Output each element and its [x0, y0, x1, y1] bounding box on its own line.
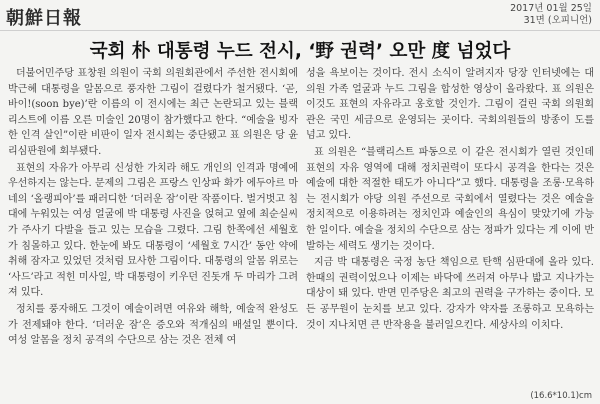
article-column-right — [306, 66, 594, 333]
article-paragraph: 더불어민주당 표창원 의원이 국회 의원회관에서 주선한 전시회에 박근혜 대통령을 알몸으로 풍자한 그림이 걸렸다가 철거됐다. ‘곧, 바이!(soon bye)’란 이름의 이 전시에는 최근 논란되고 있는 블랙리스트에 이름 오른 미술인 20명이 참가했다고 한다. “예술을 빙자한 인격 살인”이란 비판이 일자 전시회는 중단됐고 표 의원은 당 윤리심판원에 회부됐다. — [8, 68, 298, 157]
editorial-headline: 국회 朴 대통령 누드 전시, ‘野 권력’ 오만 度 넘었다 — [89, 41, 511, 62]
publication-date: 2017년 01월 25일 — [510, 3, 592, 14]
clipping-size-note: (16.6*10.1)cm — [530, 391, 592, 401]
publication-meta — [510, 3, 592, 27]
header-divider — [0, 30, 600, 31]
newspaper-masthead: 朝鮮日報 — [6, 8, 82, 29]
article-column-left — [8, 66, 298, 349]
page-section: 31면 (오피니언) — [523, 15, 592, 26]
article-paragraph: 표 의원은 “블랙리스트 파동으로 이 같은 전시회가 열린 것인데 표현의 자유 영역에 대해 정치권력이 또다시 공격을 한다는 것은 예술에 대한 적절한 태도가 아니다”고 했다. 대통령을 조롱·모욕하는 전시회가 야당 의원 주선으로 국회에서 열렸다는 것은 예술을 정치적으로 이용하려는 정치인과 예술인의 욕심이 맞았기에 가능한 일이다. 예술을 정치의 수단으로 삼는 정파가 있다는 게 이에 반발하는 세력도 생기는 것이다. — [306, 146, 594, 252]
article-paragraph: 표현의 자유가 아무리 신성한 가치라 해도 개인의 인격과 명예에 우선하지는 않는다. 문제의 그림은 프랑스 인상파 화가 에두아르 마네의 ‘올랭피아’를 패러디한 ‘더러운 잠’이란 작품이다. 벌거벗고 침대에 누워있는 여성 얼굴에 박 대통령 사진을 얹혀고 옆에 최순실씨가 주사기 다발을 들고 있는 모습을 그렸다. 그림 한쪽에선 세월호가 침몰하고 있다. 한눈에 봐도 대통령이 ‘세월호 7시간’ 동안 약에 취해 잠자고 있었던 것처럼 묘사한 그림이다. 대통령의 알몸 위로는 ‘사드’라고 적힌 미사일, 박 대통령이 키우던 진돗개 두 마리가 그려져 있다. — [8, 162, 298, 299]
article-paragraph: 성을 욕보이는 것이다. 전시 소식이 알려지자 당장 인터넷에는 대 의원 가족 얼굴과 누드 그림을 합성한 영상이 올라왔다. 표 의원은 이것도 표현의 자유라고 옹호할 것인가. 그림이 걸린 국회 의원회관은 국민 세금으로 운영되는 곳이다. 국회의원들의 방종이 도를 넘고 있다. — [306, 68, 594, 142]
article-paragraph: 정치를 풍자해도 그것이 예술이려면 여유와 해학, 예술적 완성도가 전제돼야 한다. ‘더러운 잠’은 증오와 적개심의 배설일 뿐이다. 여성 알몸을 정치 공격의 수단으로 삼는 것은 전체 여 — [8, 303, 298, 347]
article-paragraph: 지금 박 대통령은 국정 농단 책임으로 탄핵 심판대에 올라 있다. 한때의 권력이었으나 이제는 바닥에 쓰러져 아무나 밟고 지나가는 대상이 돼 있다. 반면 민주당은 최고의 권력을 구가하는 중이다. 모든 공무원이 눈치를 보고 있다. 강자가 약자를 조롱하고 모욕하는 것이 지나치면 큰 반작용을 불러일으킨다. 세상사의 이치다. — [306, 257, 594, 331]
